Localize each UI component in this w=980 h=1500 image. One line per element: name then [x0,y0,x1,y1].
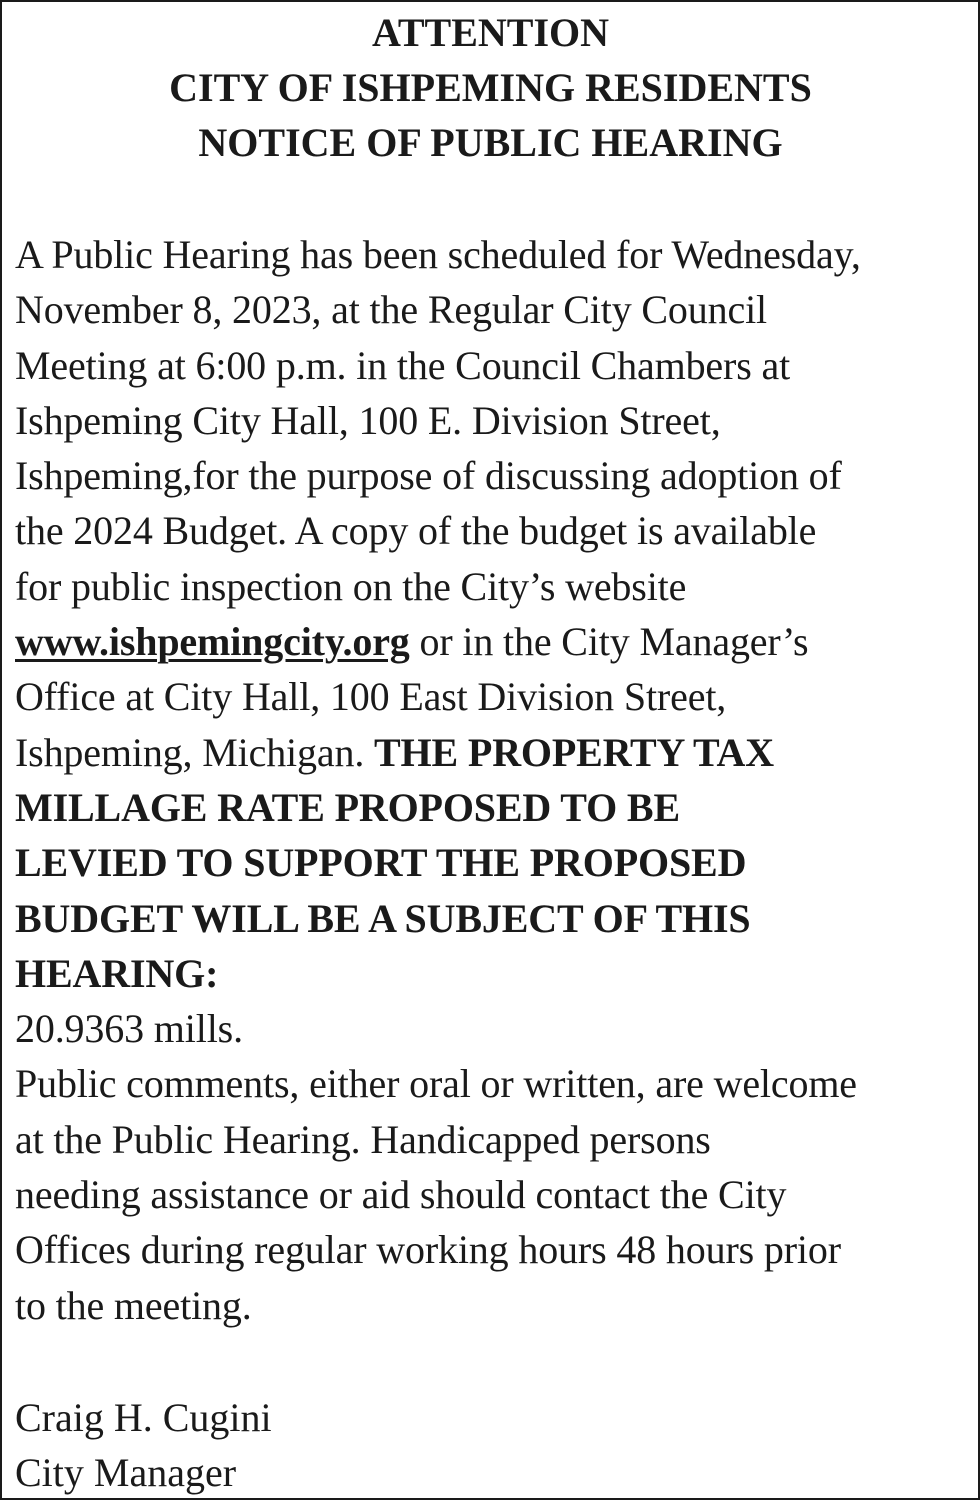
body-line: Ishpeming City Hall, 100 E. Division Street, [15,397,721,443]
header-notice-title: NOTICE OF PUBLIC HEARING [198,120,783,165]
body-line: the 2024 Budget. A copy of the budget is available [15,508,817,554]
millage-statement-line: MILLAGE RATE PROPOSED TO BE [15,784,680,830]
body-line: Office at City Hall, 100 East Division Street, [15,674,727,720]
location-text: Ishpeming, Michigan. [15,729,375,775]
millage-statement-line: BUDGET WILL BE A SUBJECT OF THIS [15,895,751,941]
comments-line: Offices during regular working hours 48 hours prior [15,1227,841,1273]
notice-body [15,227,966,1333]
website-link[interactable]: www.ishpemingcity.org [15,619,410,665]
signatory-name: Craig H. Cugini [15,1395,272,1440]
header-city-residents: CITY OF ISHPEMING RESIDENTS [169,65,812,110]
millage-statement-start: THE PROPERTY TAX [374,729,774,775]
body-line-fragment: or in the City Manager’s [409,619,809,665]
header-attention: ATTENTION [371,10,610,55]
body-line-website [15,614,966,669]
signature-block [15,1390,272,1500]
millage-rate: 20.9363 mills. [15,1006,243,1052]
body-line: November 8, 2023, at the Regular City Council [15,287,768,333]
body-line-location [15,725,966,780]
comments-line: needing assistance or aid should contact the City [15,1172,787,1218]
body-line: Ishpeming,for the purpose of discussing adoption of [15,453,842,499]
notice-header [15,2,966,170]
body-line: A Public Hearing has been scheduled for Wednesday, [15,232,861,277]
millage-statement-line: LEVIED TO SUPPORT THE PROPOSED [15,840,747,886]
body-line: for public inspection on the City’s website [15,563,687,609]
comments-line: Public comments, either oral or written, are welcome [15,1061,857,1107]
signatory-title: City Manager [15,1450,237,1495]
body-line: Meeting at 6:00 p.m. in the Council Chambers at [15,342,791,388]
comments-line: at the Public Hearing. Handicapped persons [15,1116,711,1162]
millage-statement-end: HEARING: [15,950,219,996]
comments-line: to the meeting. [15,1282,252,1328]
